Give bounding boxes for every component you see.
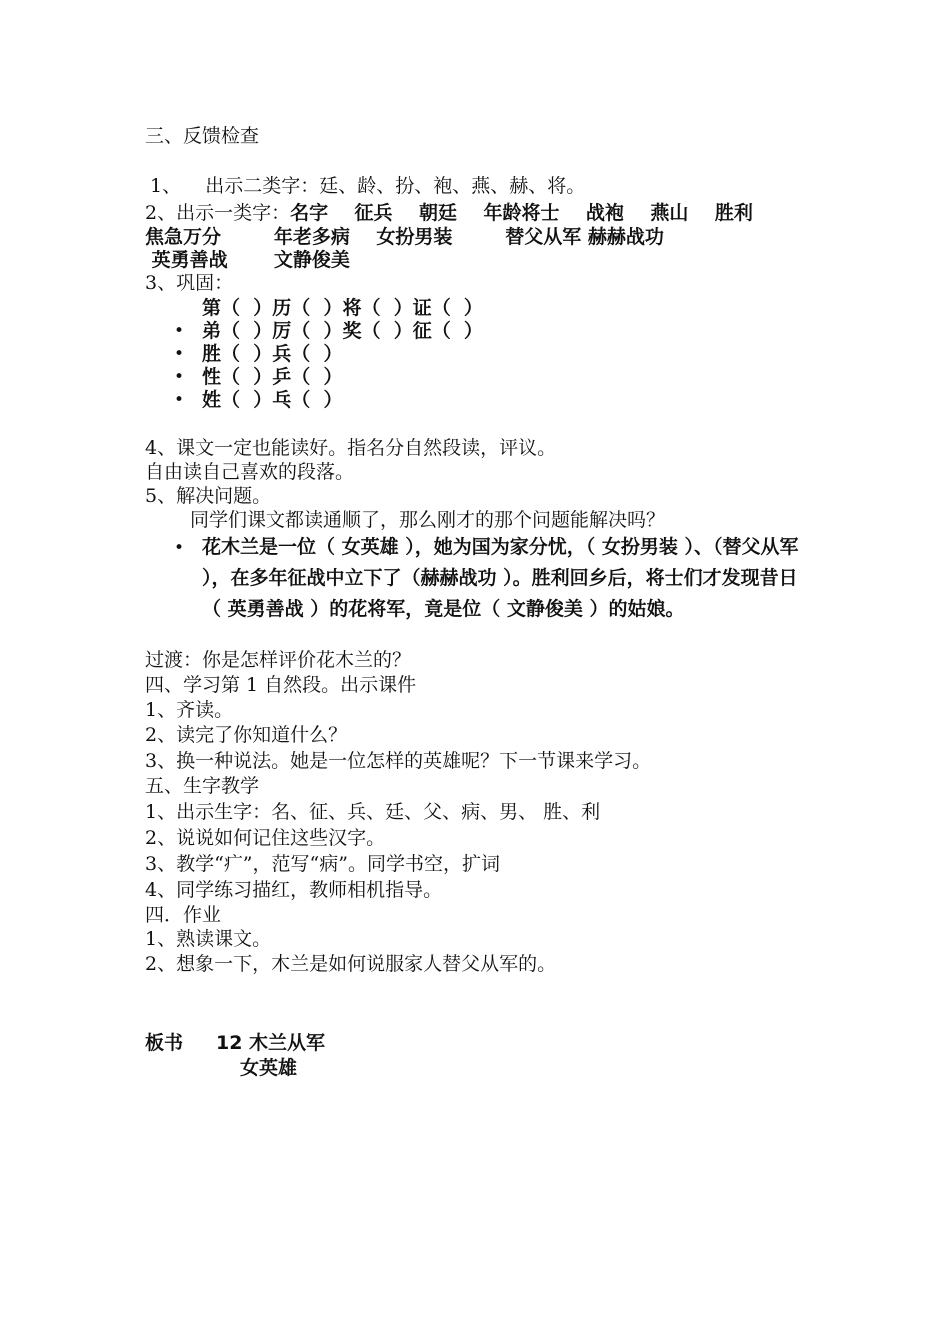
exercise-row: 弟（ ）厉（ ）奖（ ）征（ ）	[202, 320, 483, 342]
fill-in-paragraph: 花木兰是一位（ 女英雄 ），她为国为家分忧，（ 女扮男装 ）、（替父从军 ），在多年征战中立下了（赫赫战功 ）。胜利回乡后，将士们才发现昔日（ 英勇善战 ）的花将军，竟是位（ 文静俊美 ）的姑娘。	[202, 536, 799, 620]
list-item: 1、熟读课文。	[145, 928, 272, 950]
list-item: 5、解决问题。	[145, 485, 272, 507]
bullet-icon: •	[174, 321, 185, 341]
section-heading: 三、反馈检查	[145, 125, 260, 147]
exercise-row: 胜（ ）兵（ ）	[202, 343, 343, 365]
word-list: 焦急万分 年老多病 女扮男装 替父从军 赫赫战功	[145, 226, 664, 248]
item-label: 2、出示一类字：	[145, 202, 291, 224]
list-item: 2、说说如何记住这些汉字。	[145, 827, 386, 849]
bullet-icon: •	[174, 367, 185, 387]
text-line: 同学们课文都读通顺了，那么刚才的那个问题能解决吗？	[190, 509, 666, 531]
list-item: 2、读完了你知道什么？	[145, 724, 348, 746]
list-item: 4、同学练习描红，教师相机指导。	[145, 879, 443, 901]
board-title: 12 木兰从军	[216, 1032, 326, 1054]
board-label: 板书	[145, 1032, 184, 1054]
list-item: 2、想象一下，木兰是如何说服家人替父从军的。	[145, 953, 557, 975]
text-line: 自由读自己喜欢的段落。	[145, 461, 355, 483]
exercise-row: 性（ ）乒（ ）	[202, 366, 343, 388]
list-item: 3、换一种说法。她是一位怎样的英雄呢？下一节课来学习。	[145, 750, 652, 772]
board-subtitle: 女英雄	[240, 1057, 298, 1079]
section-heading: 四．作业	[145, 904, 222, 926]
section-heading: 四、学习第 1 自然段。出示课件	[145, 674, 417, 696]
list-item	[145, 201, 753, 225]
list-item: 3、巩固：	[145, 272, 234, 294]
list-item: 1、 出示二类字：廷、龄、扮、袍、燕、赫、将。	[150, 175, 586, 197]
text-line: 过渡：你是怎样评价花木兰的？	[145, 649, 412, 671]
word-list: 英勇善战 文静俊美	[145, 249, 350, 271]
list-item: 4、课文一定也能读好。指名分自然段读，评议。	[145, 437, 557, 459]
bullet-icon: •	[174, 344, 185, 364]
exercise-row: 第（ ）历（ ）将（ ）证（ ）	[202, 297, 483, 319]
list-item: 1、齐读。	[145, 699, 234, 721]
bullet-icon: •	[174, 538, 185, 558]
list-item: 3、教学“疒”，范写“病”。同学书空，扩词	[145, 853, 500, 875]
bullet-icon: •	[174, 390, 185, 410]
list-item: 1、出示生字：名、征、兵、廷、父、病、男、 胜、利	[145, 801, 601, 823]
section-heading: 五、生字教学	[145, 775, 260, 797]
exercise-row: 姓（ ）乓（ ）	[202, 389, 343, 411]
word-list: 名字 征兵 朝廷 年龄将士 战袍 燕山 胜利	[290, 202, 753, 224]
